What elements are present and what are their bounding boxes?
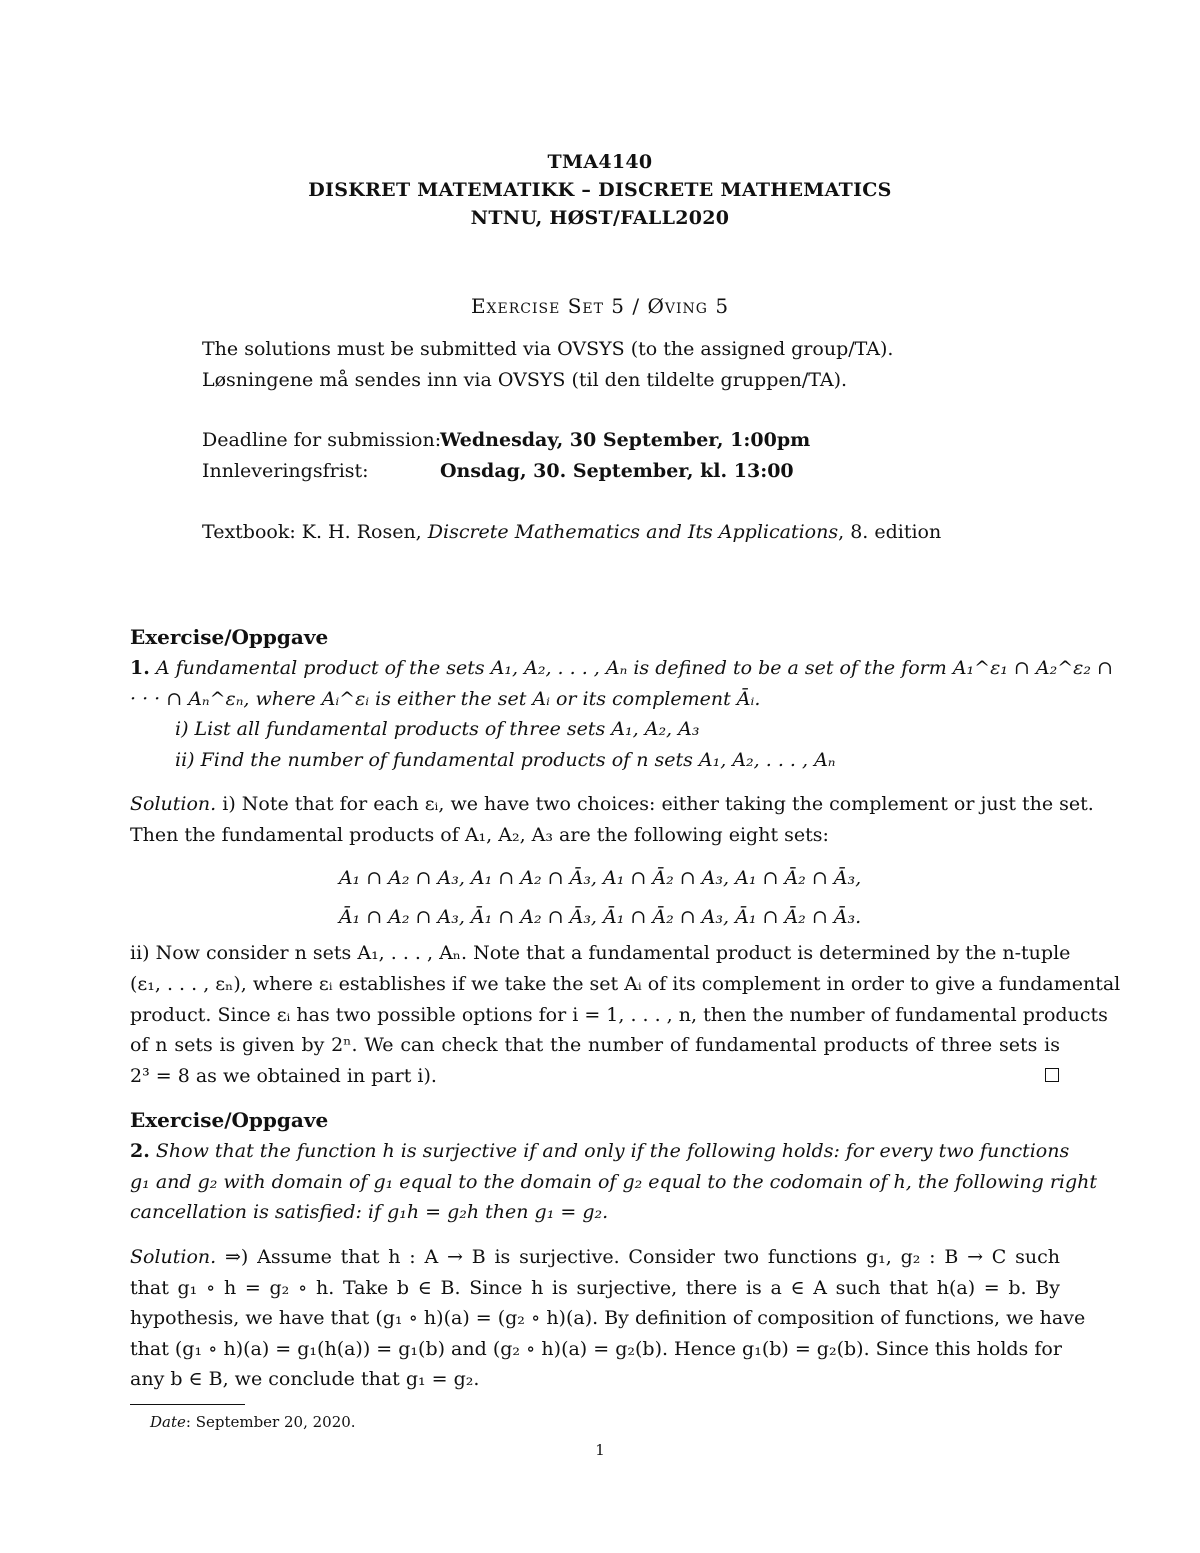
exercise-1-solution-text-1: i) Note that for each εᵢ, we have two choices: either taking the complement or just the set. xyxy=(222,793,1094,815)
deadline-label-en: Deadline for submission: xyxy=(202,429,442,451)
exercise-1-solution-ii-line-1: ii) Now consider n sets A₁, . . . , Aₙ. Note that a fundamental product is determined by the n-tuple xyxy=(130,942,1071,964)
textbook-line xyxy=(202,520,941,544)
submission-note-en: The solutions must be submitted via OVSYS (to the assigned group/TA). xyxy=(202,338,894,360)
textbook-title: Discrete Mathematics and Its Applications xyxy=(427,521,839,543)
footnote-rule xyxy=(130,1404,245,1405)
exercise-1-solution-ii-line-3: product. Since εᵢ has two possible options for i = 1, . . . , n, then the number of fundamental products xyxy=(130,1004,1108,1026)
exercise-2-solution-line-5: any b ∈ B, we conclude that g₁ = g₂. xyxy=(130,1368,480,1390)
exercise-1-part-i: i) List all fundamental products of three sets A₁, A₂, A₃ xyxy=(175,718,700,740)
footnote-label: Date xyxy=(150,1413,186,1431)
exercise-2-solution-label: Solution. xyxy=(130,1246,217,1268)
exercise-2-statement-line-3: cancellation is satisfied: if g₁h = g₂h then g₁ = g₂. xyxy=(130,1201,609,1223)
institution: NTNU, HØST/FALL2020 xyxy=(470,207,730,229)
exercise-1-solution-label: Solution. xyxy=(130,793,217,815)
exercise-2-statement-line-2: g₁ and g₂ with domain of g₁ equal to the domain of g₂ equal to the codomain of h, the following right xyxy=(130,1171,1098,1193)
deadline-value-no: Onsdag, 30. September, kl. 13:00 xyxy=(440,460,794,482)
deadline-label-no: Innleveringsfrist: xyxy=(202,460,369,482)
exercise-1-statement-text-1: A fundamental product of the sets A₁, A₂, . . . , Aₙ is defined to be a set of the form A₁^ε₁ ∩ A₂^ε₂ ∩ xyxy=(155,657,1113,679)
qed-square-icon xyxy=(1045,1068,1059,1082)
course-name: DISKRET MATEMATIKK – DISCRETE MATHEMATICS xyxy=(308,179,892,201)
exercise-1-solution-ii-line-2: (ε₁, . . . , εₙ), where εᵢ establishes if we take the set Aᵢ of its complement in order to give a fundamental xyxy=(130,973,1121,995)
exercise-2-solution-line-4: that (g₁ ∘ h)(a) = g₁(h(a)) = g₁(b) and (g₂ ∘ h)(a) = g₂(b). Hence g₁(b) = g₂(b). Since this holds for xyxy=(130,1338,1062,1360)
page-number: 1 xyxy=(595,1441,605,1459)
exercise-2-solution-text-1: ⇒) Assume that h : A → B is surjective. Consider two functions g₁, g₂ : B → C such xyxy=(225,1246,1060,1268)
exercise-1-statement-line-2: · · · ∩ Aₙ^εₙ, where Aᵢ^εᵢ is either the set Aᵢ or its complement Āᵢ. xyxy=(130,688,761,710)
footnote xyxy=(150,1410,356,1434)
exercise-2-solution-line-3: hypothesis, we have that (g₁ ∘ h)(a) = (g₂ ∘ h)(a). By definition of composition of functions, we have xyxy=(130,1307,1086,1329)
exercise-1-solution-line-1 xyxy=(130,792,1094,816)
exercise-set-title: Exercise Set 5 / Øving 5 xyxy=(470,294,730,318)
footnote-text: : September 20, 2020. xyxy=(185,1413,356,1431)
exercise-2-solution-line-1 xyxy=(130,1245,1060,1269)
deadline-value-en: Wednesday, 30 September, 1:00pm xyxy=(440,429,811,451)
submission-note-no: Løsningene må sendes inn via OVSYS (til den tildelte gruppen/TA). xyxy=(202,369,848,391)
exercise-1-part-ii: ii) Find the number of fundamental products of n sets A₁, A₂, . . . , Aₙ xyxy=(175,749,836,771)
exercise-1-solution-ii-line-5: 2³ = 8 as we obtained in part i). xyxy=(130,1065,437,1087)
exercise-1-solution-line-2: Then the fundamental products of A₁, A₂, A₃ are the following eight sets: xyxy=(130,824,829,846)
exercise-2-solution-line-2: that g₁ ∘ h = g₂ ∘ h. Take b ∈ B. Since h is surjective, there is a ∈ A such that h(a) = b. By xyxy=(130,1277,1060,1299)
exercise-1-display-line-2: Ā₁ ∩ A₂ ∩ A₃, Ā₁ ∩ A₂ ∩ Ā₃, Ā₁ ∩ Ā₂ ∩ A₃, Ā₁ ∩ Ā₂ ∩ Ā₃. xyxy=(338,906,862,928)
exercise-2-statement-line-1 xyxy=(130,1139,1070,1163)
exercise-2-number: 2. xyxy=(130,1140,150,1162)
exercise-1-number: 1. xyxy=(130,657,150,679)
exercise-1-display-line-1: A₁ ∩ A₂ ∩ A₃, A₁ ∩ A₂ ∩ Ā₃, A₁ ∩ Ā₂ ∩ A₃, A₁ ∩ Ā₂ ∩ Ā₃, xyxy=(338,867,862,889)
exercise-2-heading: Exercise/Oppgave xyxy=(130,1108,329,1132)
exercise-2-statement-text-1: Show that the function h is surjective if and only if the following holds: for every two functions xyxy=(155,1140,1070,1162)
exercise-1-heading: Exercise/Oppgave xyxy=(130,625,329,649)
textbook-prefix: Textbook: K. H. Rosen, xyxy=(202,521,428,543)
exercise-1-solution-ii-line-4: of n sets is given by 2ⁿ. We can check that the number of fundamental products of three sets is xyxy=(130,1034,1060,1056)
textbook-suffix: , 8. edition xyxy=(838,521,942,543)
exercise-1-statement-line-1 xyxy=(130,656,1113,680)
course-code: TMA4140 xyxy=(547,151,653,173)
